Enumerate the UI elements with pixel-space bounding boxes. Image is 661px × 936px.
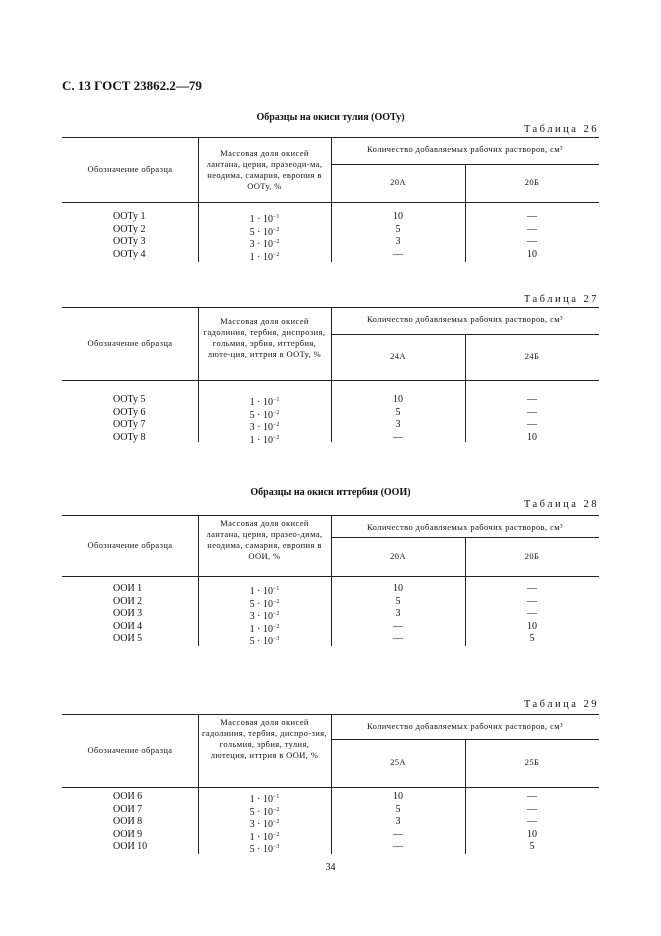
sample-designation: ООИ 7 <box>113 803 143 815</box>
table-label: Таблица 26 <box>523 124 599 135</box>
header-designation: Обозначение образца <box>87 539 173 550</box>
sample-designation: ООТу 6 <box>113 406 146 418</box>
header-mass-fraction: Массовая доля окисей гадолиния, тербия, диспро-зия, гольмия, эрбия, тулия, лютеция, иттрия в ООИ, % <box>202 717 328 760</box>
solution-a-volume: 10 <box>393 211 403 222</box>
mass-fraction-exponent: −2 <box>272 611 280 617</box>
mass-fraction-base: 5 · 10 <box>249 636 273 647</box>
solution-a-volume: 3 <box>395 816 401 827</box>
solution-b-volume: — <box>527 211 537 222</box>
mass-fraction-exponent: −2 <box>272 226 280 233</box>
solution-a-volume: — <box>393 633 403 644</box>
mass-fraction-exponent: −2 <box>272 598 280 605</box>
solution-b-volume: — <box>527 816 537 827</box>
mass-fraction-base: 1 · 10 <box>249 831 273 843</box>
mass-fraction-exponent: −2 <box>272 239 280 245</box>
header-designation: Обозначение образца <box>87 337 173 348</box>
mass-fraction-value <box>198 841 331 857</box>
mass-fraction-exponent: −2 <box>272 434 280 441</box>
solution-b-volume: — <box>527 394 537 405</box>
solution-a-volume: 10 <box>393 394 403 405</box>
header-solution-a: 25А <box>390 757 406 767</box>
mass-fraction-exponent: −2 <box>272 422 280 428</box>
table-label: Таблица 29 <box>523 699 599 710</box>
solution-a-volume: — <box>393 620 403 632</box>
solution-a-volume: — <box>393 828 403 840</box>
solution-a-volume: 3 <box>395 236 401 247</box>
solution-b-volume: — <box>527 236 537 247</box>
header-designation: Обозначение образца <box>87 744 173 755</box>
header-quantity: Количество добавляемых рабочих растворов, см³ <box>367 314 563 324</box>
mass-fraction-base: 3 · 10 <box>249 819 273 830</box>
solution-a-volume: 3 <box>395 608 401 619</box>
sample-designation: ООИ 10 <box>113 841 148 852</box>
solution-b-volume: 5 <box>529 633 535 644</box>
header-mass-fraction: Массовая доля окисей гадолиния, тербия, диспрозия, гольмия, эрбия, иттербия, люте-ция, иттрия в ООТу, % <box>203 316 326 359</box>
solution-b-volume: — <box>527 803 537 815</box>
mass-fraction-base: 1 · 10 <box>249 214 273 225</box>
sample-designation: ООИ 1 <box>113 583 143 594</box>
sample-designation: ООИ 2 <box>113 595 143 607</box>
solution-b-volume: 10 <box>527 248 537 260</box>
mass-fraction-base: 3 · 10 <box>249 422 273 433</box>
page-header: С. 13 ГОСТ 23862.2—79 <box>62 78 202 93</box>
header-solution-a: 24А <box>390 351 406 361</box>
sample-designation: ООИ 4 <box>113 620 143 632</box>
mass-fraction-exponent: −2 <box>272 819 280 825</box>
mass-fraction-exponent: −1 <box>272 214 280 220</box>
page-number: 34 <box>325 862 336 873</box>
solution-b-volume: 10 <box>527 620 537 632</box>
header-solution-b: 20Б <box>524 177 540 187</box>
mass-fraction-base: 1 · 10 <box>249 251 273 263</box>
mass-fraction-base: 1 · 10 <box>249 434 273 446</box>
sample-designation: ООТу 1 <box>113 211 146 222</box>
sample-designation: ООТу 8 <box>113 431 146 443</box>
header-solution-a: 20А <box>390 177 406 187</box>
header-designation: Обозначение образца <box>87 163 173 174</box>
mass-fraction-base: 3 · 10 <box>249 239 273 250</box>
mass-fraction-exponent: −2 <box>272 831 280 838</box>
header-solution-a: 20А <box>390 550 406 561</box>
solution-b-volume: — <box>527 223 537 235</box>
mass-fraction-exponent: −2 <box>272 409 280 416</box>
sample-designation: ООТу 4 <box>113 248 146 260</box>
solution-b-volume: — <box>527 419 537 430</box>
mass-fraction-value <box>198 249 331 265</box>
sample-designation: ООИ 5 <box>113 633 143 644</box>
sample-designation: ООИ 3 <box>113 608 143 619</box>
sample-designation: ООТу 2 <box>113 223 146 235</box>
solution-b-volume: 10 <box>527 828 537 840</box>
section-title: Образцы на окиси тулия (ООТу) <box>256 112 405 123</box>
sample-designation: ООИ 9 <box>113 828 143 840</box>
solution-b-volume: — <box>527 791 537 802</box>
mass-fraction-base: 1 · 10 <box>249 397 273 408</box>
header-solution-b: 25Б <box>524 757 540 767</box>
header-solution-b: 20Б <box>524 550 540 561</box>
mass-fraction-value <box>198 432 331 448</box>
header-quantity: Количество добавляемых рабочих растворов, см³ <box>367 144 563 154</box>
solution-a-volume: 5 <box>395 803 401 815</box>
solution-b-volume: — <box>527 608 537 619</box>
section-title: Образцы на окиси иттербия (ООИ) <box>250 487 411 498</box>
solution-a-volume: — <box>393 841 403 852</box>
solution-a-volume: 5 <box>395 595 401 607</box>
sample-designation: ООИ 6 <box>113 791 143 802</box>
header-mass-fraction: Массовая доля окисей лантана, церия, празеоди-ма, неодима, самария, европия в ООТу, % <box>206 148 323 191</box>
header-solution-b: 24Б <box>524 351 540 361</box>
solution-b-volume: — <box>527 583 537 594</box>
solution-b-volume: 5 <box>529 841 535 852</box>
mass-fraction-exponent: −2 <box>272 806 280 813</box>
header-quantity: Количество добавляемых рабочих растворов, см³ <box>367 522 563 532</box>
mass-fraction-value <box>198 633 331 649</box>
solution-a-volume: 5 <box>395 223 401 235</box>
mass-fraction-base: 3 · 10 <box>249 611 273 622</box>
header-mass-fraction: Массовая доля окисей лантана, церия, празео-дима, неодима, самария, европия в ООИ, % <box>206 518 323 561</box>
mass-fraction-exponent: −1 <box>272 794 280 800</box>
mass-fraction-exponent: −2 <box>272 623 280 630</box>
solution-a-volume: 5 <box>395 406 401 418</box>
mass-fraction-base: 5 · 10 <box>249 409 273 421</box>
table-label: Таблица 27 <box>523 294 599 305</box>
mass-fraction-base: 5 · 10 <box>249 844 273 855</box>
mass-fraction-exponent: −1 <box>272 586 280 592</box>
sample-designation: ООТу 5 <box>113 394 146 405</box>
mass-fraction-base: 5 · 10 <box>249 598 273 610</box>
solution-b-volume: — <box>527 406 537 418</box>
solution-b-volume: — <box>527 595 537 607</box>
solution-b-volume: 10 <box>527 431 537 443</box>
sample-designation: ООИ 8 <box>113 816 143 827</box>
solution-a-volume: — <box>393 431 403 443</box>
solution-a-volume: 10 <box>393 791 403 802</box>
solution-a-volume: — <box>393 248 403 260</box>
header-quantity: Количество добавляемых рабочих растворов, см³ <box>367 721 563 731</box>
sample-designation: ООТу 7 <box>113 419 146 430</box>
mass-fraction-base: 1 · 10 <box>249 623 273 635</box>
mass-fraction-exponent: −3 <box>272 844 280 850</box>
sample-designation: ООТу 3 <box>113 236 146 247</box>
mass-fraction-base: 5 · 10 <box>249 226 273 238</box>
mass-fraction-exponent: −3 <box>272 636 280 642</box>
solution-a-volume: 3 <box>395 419 401 430</box>
mass-fraction-base: 1 · 10 <box>249 794 273 805</box>
mass-fraction-exponent: −2 <box>272 251 280 258</box>
mass-fraction-base: 5 · 10 <box>249 806 273 818</box>
mass-fraction-base: 1 · 10 <box>249 586 273 597</box>
mass-fraction-exponent: −1 <box>272 397 280 403</box>
table-label: Таблица 28 <box>523 499 599 510</box>
solution-a-volume: 10 <box>393 583 403 594</box>
